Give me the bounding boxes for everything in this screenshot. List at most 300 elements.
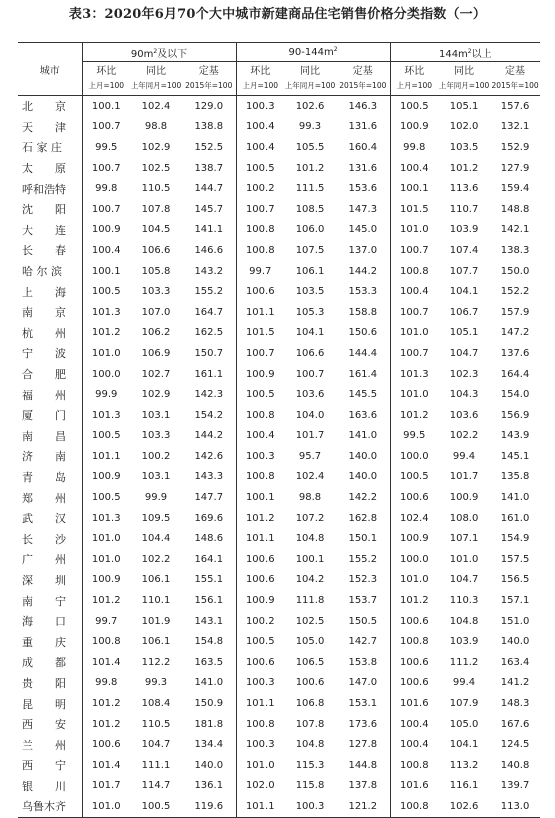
- index-value: 113.2: [449, 759, 479, 771]
- index-value: 101.0: [82, 549, 130, 570]
- index-value: 102.2: [141, 553, 171, 565]
- city-column-header: 城市: [18, 43, 82, 96]
- table-row: [18, 158, 540, 179]
- index-value: 100.1: [236, 487, 284, 508]
- index-value: 163.4: [500, 656, 530, 668]
- sub-header-fixed-base: 定基: [198, 66, 219, 77]
- index-value: 101.0: [390, 570, 438, 591]
- index-value: 147.2: [500, 327, 530, 339]
- index-value: 111.8: [295, 595, 325, 607]
- table-row: [18, 384, 540, 405]
- index-value: 115.3: [295, 759, 325, 771]
- index-value: 163.6: [348, 409, 378, 421]
- index-value: 107.2: [295, 512, 325, 524]
- index-value: 102.3: [449, 368, 479, 380]
- index-value: 100.1: [295, 553, 325, 565]
- index-value: 142.6: [194, 450, 224, 462]
- index-value: 99.5: [390, 426, 438, 447]
- index-value: 145.7: [194, 203, 224, 215]
- index-value: 137.0: [348, 244, 378, 256]
- index-value: 100.9: [236, 364, 284, 385]
- index-value: 150.5: [348, 615, 378, 627]
- city-name: 西 宁: [22, 759, 66, 773]
- index-value: 157.1: [500, 595, 530, 607]
- base-header-mom: 上月=100: [82, 77, 130, 96]
- table-row: [18, 631, 540, 652]
- index-value: 99.8: [390, 137, 438, 158]
- index-value: 144.2: [194, 430, 224, 442]
- sub-header-mom: 环比: [390, 62, 438, 78]
- index-value: 98.8: [298, 492, 322, 504]
- index-value: 154.8: [194, 636, 224, 648]
- index-value: 100.6: [390, 652, 438, 673]
- index-value: 111.2: [449, 656, 479, 668]
- index-value: 100.4: [390, 714, 438, 735]
- index-value: 150.0: [500, 265, 530, 277]
- index-value: 108.4: [141, 698, 171, 710]
- index-value: 138.8: [194, 121, 224, 133]
- index-value: 101.3: [82, 405, 130, 426]
- index-value: 138.7: [194, 162, 224, 174]
- index-value: 150.9: [194, 698, 224, 710]
- index-value: 104.7: [449, 347, 479, 359]
- index-value: 100.6: [236, 570, 284, 591]
- city-name: 乌鲁木齐: [18, 796, 82, 817]
- base-header-fixed: 2015年=100: [182, 77, 236, 96]
- index-value: 132.1: [500, 121, 530, 133]
- index-value: 101.3: [390, 364, 438, 385]
- index-value: 103.1: [141, 471, 171, 483]
- sub-header-mom: 环比: [236, 62, 284, 78]
- index-value: 153.8: [348, 656, 378, 668]
- index-value: 162.8: [348, 512, 378, 524]
- index-value: 101.2: [82, 693, 130, 714]
- index-value: 103.6: [295, 389, 325, 401]
- index-value: 140.8: [500, 759, 530, 771]
- sub-header-yoy: 同比: [300, 66, 321, 77]
- index-value: 100.2: [236, 178, 284, 199]
- index-value: 106.0: [295, 224, 325, 236]
- index-value: 106.9: [141, 347, 171, 359]
- city-name: 福 州: [22, 388, 66, 402]
- index-value: 100.3: [236, 96, 284, 117]
- index-value: 105.1: [449, 100, 479, 112]
- index-value: 173.6: [348, 718, 378, 730]
- city-name: 杭 州: [22, 326, 66, 340]
- index-value: 101.6: [390, 776, 438, 797]
- index-value: 102.9: [141, 141, 171, 153]
- index-value: 105.8: [141, 265, 171, 277]
- index-value: 109.5: [141, 512, 171, 524]
- sub-header-mom: 环比: [82, 62, 130, 78]
- index-value: 101.5: [236, 323, 284, 344]
- index-value: 99.9: [82, 384, 130, 405]
- index-value: 100.4: [390, 158, 438, 179]
- index-value: 100.8: [390, 261, 438, 282]
- index-value: 107.9: [449, 698, 479, 710]
- index-value: 103.3: [141, 430, 171, 442]
- header-row-sub: [18, 62, 540, 78]
- index-value: 119.6: [182, 796, 236, 817]
- index-value: 104.8: [295, 533, 325, 545]
- index-value: 155.2: [348, 553, 378, 565]
- index-value: 169.6: [194, 512, 224, 524]
- index-value: 144.8: [348, 759, 378, 771]
- index-value: 141.0: [194, 677, 224, 689]
- index-value: 103.1: [141, 409, 171, 421]
- index-value: 100.8: [390, 631, 438, 652]
- header-row-base: [18, 77, 540, 96]
- index-value: 158.8: [348, 306, 378, 318]
- index-value: 100.0: [82, 364, 130, 385]
- index-value: 100.5: [236, 384, 284, 405]
- index-value: 152.9: [500, 141, 530, 153]
- index-value: 147.3: [348, 203, 378, 215]
- index-value: 140.0: [348, 450, 378, 462]
- table-row: [18, 673, 540, 694]
- index-value: 105.3: [295, 306, 325, 318]
- index-value: 103.5: [295, 286, 325, 298]
- table-row: [18, 240, 540, 261]
- index-value: 99.7: [82, 611, 130, 632]
- index-value: 143.9: [500, 430, 530, 442]
- index-value: 160.4: [348, 141, 378, 153]
- index-value: 155.1: [194, 574, 224, 586]
- index-value: 161.4: [348, 368, 378, 380]
- table-row: [18, 570, 540, 591]
- index-value: 111.5: [295, 183, 325, 195]
- index-value: 100.6: [82, 734, 130, 755]
- index-value: 100.8: [236, 714, 284, 735]
- index-value: 100.8: [82, 631, 130, 652]
- index-value: 144.7: [194, 183, 224, 195]
- table-row: [18, 364, 540, 385]
- index-value: 143.1: [194, 615, 224, 627]
- index-value: 104.0: [295, 409, 325, 421]
- index-value: 100.7: [295, 368, 325, 380]
- index-value: 147.7: [194, 492, 224, 504]
- index-value: 102.4: [295, 471, 325, 483]
- index-value: 129.0: [194, 100, 224, 112]
- index-value: 101.0: [390, 220, 438, 241]
- index-value: 101.0: [82, 528, 130, 549]
- index-value: 106.5: [295, 656, 325, 668]
- index-value: 101.2: [390, 590, 438, 611]
- index-value: 101.7: [449, 471, 479, 483]
- index-value: 101.2: [390, 405, 438, 426]
- sub-header-fixed-base: 定基: [505, 66, 526, 77]
- index-value: 100.4: [390, 281, 438, 302]
- index-value: 113.0: [490, 796, 540, 817]
- city-name: 昆 明: [22, 697, 66, 711]
- index-value: 137.8: [348, 780, 378, 792]
- index-value: 100.9: [82, 467, 130, 488]
- table-row: [18, 137, 540, 158]
- table-row: [18, 487, 540, 508]
- city-name: 石 家 庄: [22, 141, 62, 155]
- index-value: 159.4: [500, 183, 530, 195]
- index-value: 100.3: [236, 734, 284, 755]
- index-value: 107.4: [449, 244, 479, 256]
- index-value: 100.8: [236, 405, 284, 426]
- index-value: 106.8: [295, 698, 325, 710]
- index-value: 100.9: [236, 590, 284, 611]
- index-value: 150.1: [348, 533, 378, 545]
- index-value: 100.5: [82, 426, 130, 447]
- base-header-fixed: 2015年=100: [490, 77, 540, 96]
- table-row: [18, 405, 540, 426]
- index-value: 100.4: [236, 137, 284, 158]
- index-value: 100.5: [390, 467, 438, 488]
- index-value: 101.7: [82, 776, 130, 797]
- index-value: 104.3: [449, 389, 479, 401]
- table-title: 表3：2020年6月70个大中城市新建商品住宅销售价格分类指数（一）: [68, 7, 487, 22]
- index-value: 100.8: [390, 796, 438, 817]
- index-value: 100.6: [390, 487, 438, 508]
- index-value: 100.8: [236, 467, 284, 488]
- table-row: [18, 796, 540, 817]
- city-name: 青 岛: [22, 470, 66, 484]
- index-value: 101.2: [449, 162, 479, 174]
- index-value: 106.6: [295, 347, 325, 359]
- index-value: 157.6: [500, 100, 530, 112]
- index-value: 100.0: [390, 549, 438, 570]
- index-value: 100.7: [390, 302, 438, 323]
- index-value: 104.8: [295, 739, 325, 751]
- index-value: 101.3: [82, 508, 130, 529]
- index-value: 138.3: [500, 244, 530, 256]
- index-value: 134.4: [194, 739, 224, 751]
- index-value: 161.0: [500, 512, 530, 524]
- table-row: [18, 549, 540, 570]
- index-value: 100.7: [236, 199, 284, 220]
- city-name: 海 口: [22, 615, 66, 629]
- city-name: 太 原: [22, 162, 66, 176]
- index-value: 140.0: [194, 759, 224, 771]
- index-value: 148.3: [500, 698, 530, 710]
- table-row: [18, 199, 540, 220]
- index-value: 100.6: [390, 611, 438, 632]
- header-row-groups: [18, 43, 540, 62]
- index-value: 101.4: [82, 755, 130, 776]
- index-value: 103.3: [141, 286, 171, 298]
- sub-header-fixed-base: 定基: [352, 66, 373, 77]
- sub-header-yoy: 同比: [146, 66, 166, 77]
- index-value: 101.1: [236, 693, 284, 714]
- index-value: 103.5: [449, 141, 479, 153]
- city-name: 郑 州: [22, 491, 66, 505]
- index-value: 153.6: [348, 183, 378, 195]
- index-value: 100.5: [82, 487, 130, 508]
- table-row: [18, 467, 540, 488]
- base-header-yoy: 上年同月=100: [130, 77, 182, 96]
- city-name: 合 肥: [22, 368, 66, 382]
- index-value: 101.1: [236, 528, 284, 549]
- index-value: 95.7: [298, 450, 322, 462]
- table-row: [18, 343, 540, 364]
- city-name: 重 庆: [22, 635, 66, 649]
- index-value: 107.8: [295, 718, 325, 730]
- index-value: 141.0: [500, 492, 530, 504]
- index-value: 164.1: [194, 553, 224, 565]
- index-value: 104.8: [449, 615, 479, 627]
- index-value: 100.5: [236, 158, 284, 179]
- index-value: 147.0: [348, 677, 378, 689]
- index-value: 106.1: [141, 574, 171, 586]
- index-value: 116.1: [449, 780, 479, 792]
- index-value: 99.8: [82, 673, 130, 694]
- price-index-table: [18, 42, 540, 818]
- index-value: 124.5: [500, 739, 530, 751]
- index-value: 104.4: [141, 533, 171, 545]
- index-value: 156.5: [500, 574, 530, 586]
- price-index-table-wrapper: [18, 42, 540, 818]
- city-name: 哈 尔 滨: [22, 265, 62, 279]
- index-value: 100.6: [236, 652, 284, 673]
- index-value: 144.2: [348, 265, 378, 277]
- index-value: 108.5: [295, 203, 325, 215]
- index-value: 145.5: [348, 389, 378, 401]
- index-value: 101.5: [390, 199, 438, 220]
- index-value: 142.2: [348, 492, 378, 504]
- index-value: 99.3: [298, 121, 322, 133]
- table-row: [18, 302, 540, 323]
- city-name: 沈 阳: [22, 203, 66, 217]
- table-row: [18, 220, 540, 241]
- table-row: [18, 714, 540, 735]
- index-value: 102.4: [390, 508, 438, 529]
- city-name: 宁 波: [22, 347, 66, 361]
- index-value: 106.7: [449, 306, 479, 318]
- index-value: 143.2: [194, 265, 224, 277]
- index-value: 100.1: [390, 178, 438, 199]
- index-value: 100.3: [236, 673, 284, 694]
- table-row: [18, 693, 540, 714]
- index-value: 143.3: [194, 471, 224, 483]
- table-row: [18, 323, 540, 344]
- index-value: 100.5: [130, 796, 182, 817]
- table-row: [18, 776, 540, 797]
- index-value: 101.0: [390, 384, 438, 405]
- index-value: 100.9: [449, 492, 479, 504]
- index-value: 115.8: [295, 780, 325, 792]
- city-name: 北 京: [22, 100, 66, 114]
- index-value: 103.6: [449, 409, 479, 421]
- index-value: 141.0: [348, 430, 378, 442]
- table-row: [18, 281, 540, 302]
- index-value: 157.5: [500, 553, 530, 565]
- base-header-yoy: 上年同月=100: [438, 77, 490, 96]
- index-value: 141.1: [194, 224, 224, 236]
- index-value: 140.0: [500, 636, 530, 648]
- index-value: 102.4: [141, 100, 171, 112]
- index-value: 101.7: [295, 430, 325, 442]
- city-name: 济 南: [22, 450, 66, 464]
- index-value: 163.5: [194, 656, 224, 668]
- index-value: 150.7: [194, 347, 224, 359]
- index-value: 100.7: [82, 199, 130, 220]
- index-value: 99.4: [452, 450, 476, 462]
- index-value: 101.1: [236, 796, 284, 817]
- city-name: 成 都: [22, 656, 66, 670]
- index-value: 106.1: [295, 265, 325, 277]
- index-value: 101.0: [390, 323, 438, 344]
- city-name: 广 州: [22, 553, 66, 567]
- index-value: 100.5: [236, 631, 284, 652]
- city-name: 南 宁: [22, 594, 66, 608]
- base-header-fixed: 2015年=100: [336, 77, 390, 96]
- index-value: 121.2: [336, 796, 390, 817]
- group-header-large: $144m^2$以上: [390, 43, 540, 62]
- index-value: 101.1: [236, 302, 284, 323]
- index-value: 100.4: [236, 426, 284, 447]
- index-value: 101.0: [82, 343, 130, 364]
- index-value: 99.9: [144, 492, 168, 504]
- index-value: 100.0: [390, 446, 438, 467]
- table-row: [18, 652, 540, 673]
- index-value: 100.3: [284, 796, 336, 817]
- index-value: 154.9: [500, 533, 530, 545]
- index-value: 113.6: [449, 183, 479, 195]
- index-value: 102.9: [141, 389, 171, 401]
- index-value: 110.5: [141, 718, 171, 730]
- index-value: 106.2: [141, 327, 171, 339]
- city-name: 厦 门: [22, 409, 66, 423]
- index-value: 100.3: [236, 446, 284, 467]
- index-value: 151.0: [500, 615, 530, 627]
- table-row: [18, 755, 540, 776]
- index-value: 100.8: [390, 755, 438, 776]
- index-value: 144.4: [348, 347, 378, 359]
- city-name: 银 川: [22, 779, 66, 793]
- index-value: 110.1: [141, 595, 171, 607]
- index-value: 100.7: [82, 117, 130, 138]
- index-value: 100.7: [390, 343, 438, 364]
- base-header-mom: 上月=100: [390, 77, 438, 96]
- index-value: 100.9: [390, 117, 438, 138]
- index-value: 107.7: [449, 265, 479, 277]
- index-value: 157.9: [500, 306, 530, 318]
- index-value: 156.1: [194, 595, 224, 607]
- index-value: 101.3: [82, 302, 130, 323]
- index-value: 142.1: [500, 224, 530, 236]
- index-value: 102.7: [141, 368, 171, 380]
- index-value: 156.9: [500, 409, 530, 421]
- index-value: 127.8: [348, 739, 378, 751]
- index-value: 106.6: [141, 244, 171, 256]
- index-value: 135.8: [500, 471, 530, 483]
- index-value: 101.2: [236, 508, 284, 529]
- index-value: 141.2: [500, 677, 530, 689]
- city-name: 兰 州: [22, 738, 66, 752]
- city-name: 长 春: [22, 244, 66, 258]
- index-value: 101.2: [295, 162, 325, 174]
- index-value: 100.7: [390, 240, 438, 261]
- city-name: 武 汉: [22, 512, 66, 526]
- index-value: 107.0: [141, 306, 171, 318]
- index-value: 110.5: [141, 183, 171, 195]
- index-value: 101.0: [82, 796, 130, 817]
- index-value: 101.0: [449, 553, 479, 565]
- index-value: 100.4: [236, 117, 284, 138]
- index-value: 101.6: [390, 693, 438, 714]
- index-value: 105.1: [449, 327, 479, 339]
- index-value: 146.3: [348, 100, 378, 112]
- index-value: 136.1: [194, 780, 224, 792]
- index-value: 108.0: [449, 512, 479, 524]
- index-value: 100.1: [82, 261, 130, 282]
- index-value: 100.2: [236, 611, 284, 632]
